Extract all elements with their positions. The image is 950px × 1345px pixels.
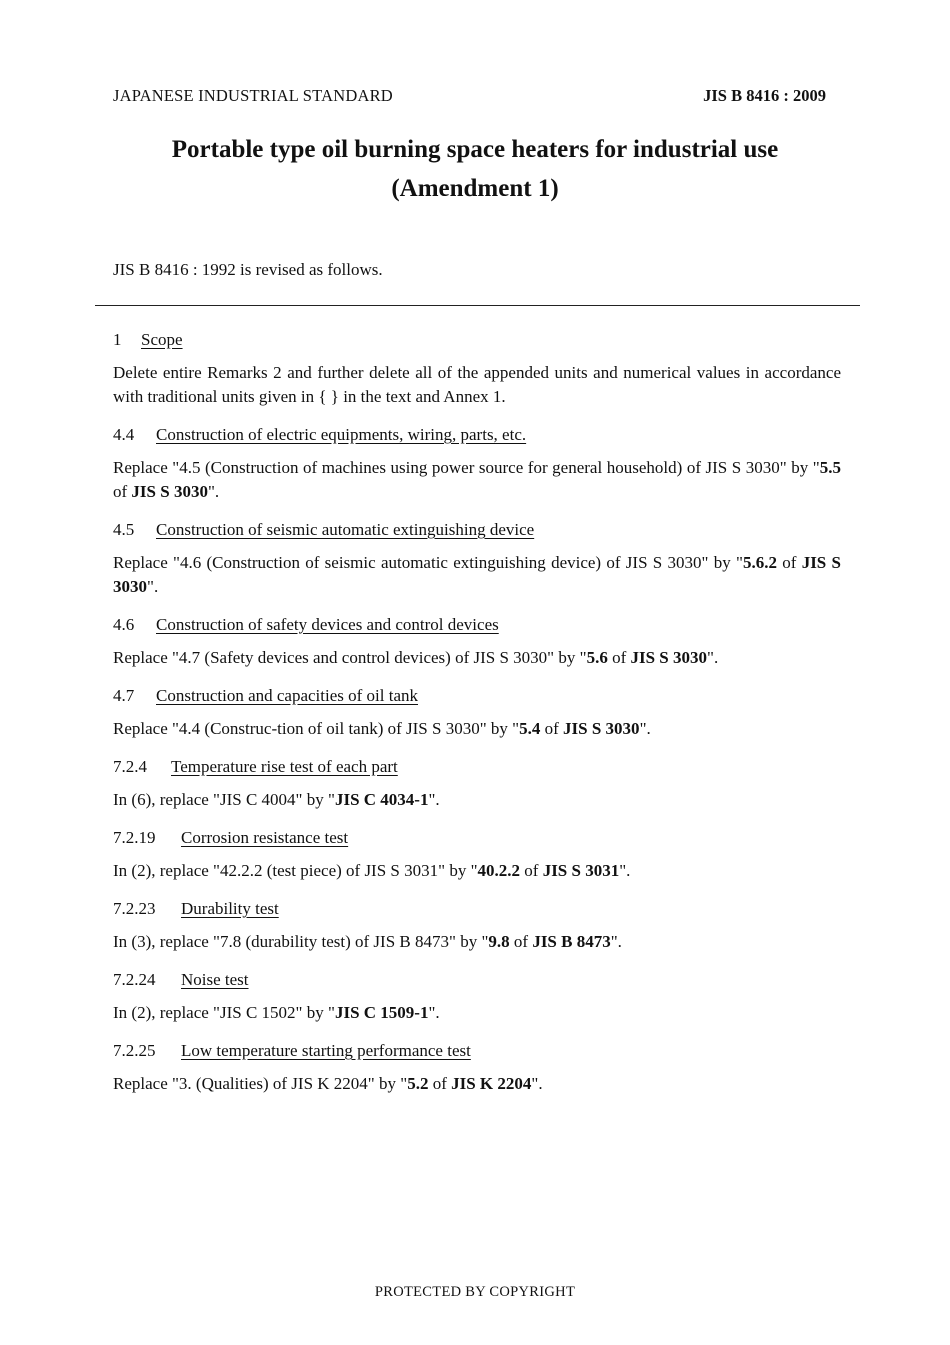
section-title: Scope — [141, 330, 183, 349]
text-run: In (3), replace "7.8 (durability test) of JIS B 8473" by " — [113, 932, 489, 951]
section-heading — [113, 897, 841, 921]
bold-text: JIS S 3030 — [563, 719, 640, 738]
bold-text: 40.2.2 — [477, 861, 521, 880]
text-run: of — [540, 719, 564, 738]
section-title: Noise test — [181, 970, 249, 989]
text-run: Replace "4.6 (Construction of seismic automatic extinguishing device) of JIS S 3030" by " — [113, 553, 743, 572]
text-run: ". — [531, 1074, 543, 1093]
section-heading — [113, 755, 841, 779]
bold-text: JIS K 2204 — [451, 1074, 532, 1093]
text-run: ". — [147, 577, 159, 596]
text-run: of — [428, 1074, 452, 1093]
bold-text: JIS S 3030 — [630, 648, 708, 667]
text-run: Replace "4.4 (Construc-tion of oil tank) of JIS S 3030" by " — [113, 719, 520, 738]
section-number: 4.4 — [113, 425, 135, 444]
section-heading — [113, 613, 841, 637]
text-run: Replace "4.5 (Construction of machines using power source for general household) of JIS S 3030" by " — [113, 458, 820, 477]
text-run: of — [509, 932, 533, 951]
text-run: ". — [207, 482, 220, 501]
section-number: 4.5 — [113, 520, 135, 539]
text-run: ". — [639, 719, 651, 738]
section-body — [113, 361, 841, 409]
section-heading — [113, 518, 841, 542]
text-run: ". — [619, 861, 631, 880]
standard-label: JAPANESE INDUSTRIAL STANDARD — [113, 86, 393, 105]
section-title: Durability test — [181, 899, 279, 918]
section-number: 7.2.4 — [113, 757, 147, 776]
intro-text: JIS B 8416 : 1992 is revised as follows. — [113, 260, 383, 279]
section-number: 7.2.23 — [113, 899, 156, 918]
section-heading — [113, 423, 841, 447]
section-heading — [113, 826, 841, 850]
section-title: Temperature rise test of each part — [171, 757, 398, 776]
text-run: In (2), replace "42.2.2 (test piece) of JIS S 3031" by " — [113, 861, 478, 880]
bold-text: 5.6 — [586, 648, 608, 667]
amendment-list — [113, 328, 841, 1110]
section-number: 4.7 — [113, 686, 135, 705]
section-number: 7.2.25 — [113, 1041, 156, 1060]
amendment-section — [113, 1039, 841, 1096]
section-title: Construction and capacities of oil tank — [156, 686, 419, 705]
section-title: Construction of electric equipments, wiring, parts, etc. — [156, 425, 527, 444]
bold-text: JIS C 1509-1 — [334, 1003, 429, 1022]
section-heading — [113, 1039, 841, 1063]
section-number: 1 — [113, 330, 122, 349]
document-title: Portable type oil burning space heaters for industrial use — [171, 136, 779, 163]
bold-text: JIS S 3030 — [113, 553, 841, 596]
section-title: Low temperature starting performance test — [181, 1041, 471, 1060]
bold-text: JIS S 3031 — [542, 861, 620, 880]
text-run: ". — [610, 932, 622, 951]
amendment-section — [113, 684, 841, 741]
text-run: Replace "3. (Qualities) of JIS K 2204" by " — [113, 1074, 408, 1093]
text-run: ". — [428, 790, 440, 809]
text-run: ". — [428, 1003, 440, 1022]
bold-text: JIS S 3030 — [131, 482, 208, 501]
text-run: of — [520, 861, 543, 880]
text-run: In (2), replace "JIS C 1502" by " — [113, 1003, 335, 1022]
divider — [95, 305, 860, 306]
section-number: 7.2.19 — [113, 828, 156, 847]
section-body — [113, 456, 841, 504]
copyright-footer: PROTECTED BY COPYRIGHT — [374, 1284, 576, 1300]
section-title: Corrosion resistance test — [181, 828, 349, 847]
section-body — [113, 551, 841, 599]
section-body — [113, 859, 841, 883]
section-number: 4.6 — [113, 615, 135, 634]
text-run: Replace "4.7 (Safety devices and control devices) of JIS S 3030" by " — [113, 648, 587, 667]
amendment-section — [113, 613, 841, 670]
section-title: Construction of seismic automatic extinguishing device — [156, 520, 535, 539]
bold-text: 9.8 — [488, 932, 510, 951]
section-title: Construction of safety devices and control devices — [156, 615, 499, 634]
bold-text: JIS C 4034-1 — [334, 790, 429, 809]
bold-text: 5.6.2 — [742, 553, 777, 572]
text-run: of — [776, 553, 802, 572]
amendment-section — [113, 826, 841, 883]
bold-text: 5.2 — [407, 1074, 429, 1093]
section-number: 7.2.24 — [113, 970, 156, 989]
document-subtitle: (Amendment 1) — [391, 175, 559, 202]
section-body — [113, 788, 841, 812]
text-run: ". — [707, 648, 719, 667]
section-heading — [113, 968, 841, 992]
standard-number: JIS B 8416 : 2009 — [703, 86, 826, 105]
bold-text: JIS B 8473 — [532, 932, 611, 951]
amendment-section — [113, 755, 841, 812]
section-body — [113, 717, 841, 741]
text-run: of — [607, 648, 631, 667]
amendment-section — [113, 968, 841, 1025]
bold-text: 5.4 — [519, 719, 541, 738]
amendment-section — [113, 423, 841, 504]
amendment-section — [113, 518, 841, 599]
section-body — [113, 646, 841, 670]
section-heading — [113, 328, 841, 352]
amendment-section — [113, 897, 841, 954]
section-body — [113, 930, 841, 954]
section-body — [113, 1001, 841, 1025]
section-heading — [113, 684, 841, 708]
text-run: of — [113, 482, 132, 501]
text-run: In (6), replace "JIS C 4004" by " — [113, 790, 335, 809]
amendment-section — [113, 328, 841, 409]
bold-text: 5.5 — [819, 458, 841, 477]
text-run: Delete entire Remarks 2 and further delete all of the appended units and numerical values in accordance with traditional units given in { } in the text and Annex 1. — [113, 363, 841, 406]
section-body — [113, 1072, 841, 1096]
